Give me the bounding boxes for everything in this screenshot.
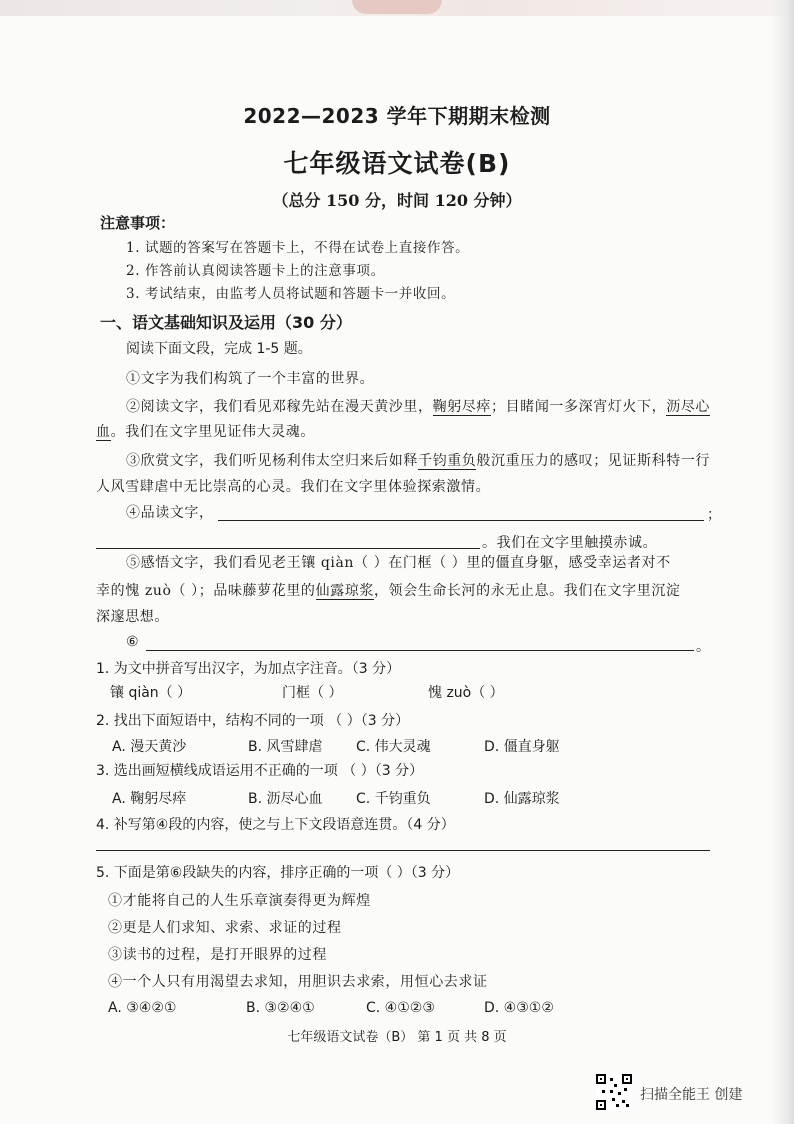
question-2-option-d: D. 僵直身躯: [484, 739, 560, 755]
passage-paragraph-1: ①文字为我们构筑了一个丰富的世界。: [126, 371, 375, 387]
passage-punct: 。: [696, 639, 711, 655]
question-3-option-d: D. 仙露琼浆: [484, 791, 560, 807]
question-2-option-a: A. 漫天黄沙: [112, 739, 187, 755]
question-3-option-a: A. 鞠躬尽瘁: [112, 791, 187, 807]
question-2-option-b: B. 风雪肆虐: [248, 739, 323, 755]
question-5-option-c: C. ④①②③: [366, 1000, 435, 1016]
passage-text: ②阅读文字，我们看见邓稼先站在漫天黄沙里，: [126, 399, 433, 415]
passage-paragraph-3-line-2: 人风雪肆虐中无比崇高的心灵。我们在文字里体验探索激情。: [96, 479, 491, 495]
page-stain: [352, 0, 442, 14]
passage-paragraph-6-label: ⑥: [126, 634, 140, 650]
qr-code-icon: [596, 1074, 632, 1110]
section-heading: 一、语文基础知识及运用（30 分）: [100, 313, 352, 332]
passage-paragraph-4-end: 。我们在文字里触摸赤诚。: [482, 535, 658, 551]
underlined-idiom-end: 血: [96, 424, 111, 440]
question-5-option-d: D. ④③①②: [484, 1000, 554, 1016]
answer-blank-line: [96, 548, 480, 549]
passage-text: ；目睹闻一多深宵灯火下，: [491, 399, 667, 415]
passage-paragraph-5-line-3: 深邃思想。: [96, 609, 169, 625]
question-2: 2. 找出下面短语中，结构不同的一项 （ ）（3 分）: [96, 713, 410, 729]
note-item: 1. 试题的答案写在答题卡上，不得在试卷上直接作答。: [126, 240, 470, 256]
exam-title: 2022—2023 学年下期期末检测: [243, 104, 551, 128]
paper-info: （总分 150 分，时间 120 分钟）: [272, 191, 522, 210]
answer-blank-line: [96, 850, 710, 851]
answer-blank-line: [218, 520, 704, 521]
passage-punct: ；: [707, 507, 722, 523]
question-3: 3. 选出画短横线成语运用不正确的一项 （ ）（3 分）: [96, 763, 424, 779]
underlined-idiom: 千钧重负: [418, 453, 477, 469]
note-item: 3. 考试结束，由监考人员将试题和答题卡一并收回。: [126, 286, 456, 302]
scanner-watermark: 扫描全能王 创建: [640, 1087, 743, 1103]
note-item: 2. 作答前认真阅读答题卡上的注意事项。: [126, 263, 385, 279]
question-1-blank: 愧 zuò（ ）: [428, 685, 504, 701]
notes-heading: 注意事项：: [100, 214, 176, 232]
passage-paragraph-4-start: ④品读文字，: [126, 505, 214, 521]
question-5-item: ④一个人只有用渴望去求知，用胆识去求索，用恒心去求证: [108, 974, 488, 990]
question-5-item: ②更是人们求知、求索、求证的过程: [108, 920, 342, 936]
question-3-option-c: C. 千钧重负: [356, 791, 431, 807]
question-1: 1. 为文中拼音写出汉字，为加点字注音。（3 分）: [96, 661, 401, 677]
passage-text: ，领会生命长河的永无止息。我们在文字里沉淀: [373, 583, 681, 599]
passage-paragraph-5-line-2: [96, 580, 681, 600]
underlined-idiom: 鞠躬尽瘁: [432, 399, 492, 415]
question-5-option-a: A. ③④②①: [108, 1000, 177, 1016]
passage-paragraph-2-line-2: [96, 421, 315, 441]
question-2-option-c: C. 伟大灵魂: [356, 739, 431, 755]
page-footer: 七年级语文试卷（B） 第 1 页 共 8 页: [287, 1030, 507, 1045]
passage-text: 幸的愧 zuò（ ）；品味藤萝花里的: [96, 583, 316, 599]
question-5-option-b: B. ③②④①: [246, 1000, 315, 1016]
question-4: 4. 补写第④段的内容，使之与上下文段语意连贯。（4 分）: [96, 817, 455, 833]
passage-paragraph-5-line-1: ⑤感悟文字，我们看见老王镶 qiàn（ ）在门框（ ）里的僵直身躯，感受幸运者对不: [126, 555, 671, 571]
passage-text: ③欣赏文字，我们听见杨利伟太空归来后如释: [126, 453, 418, 469]
question-1-blank: 镶 qiàn（ ）: [110, 685, 192, 701]
underlined-idiom: 仙露琼浆: [315, 583, 374, 599]
passage-text: 般沉重压力的感叹；见证斯科特一行: [476, 453, 711, 469]
answer-blank-line: [146, 650, 694, 651]
question-5-item: ③读书的过程，是打开眼界的过程: [108, 947, 327, 963]
passage-paragraph-3-line-1: [126, 450, 710, 470]
passage-paragraph-2-line-1: [126, 396, 710, 416]
passage-text: 。我们在文字里见证伟大灵魂。: [110, 424, 316, 440]
reading-instruction: 阅读下面文段，完成 1-5 题。: [126, 341, 312, 357]
question-3-option-b: B. 沥尽心血: [248, 791, 323, 807]
underlined-idiom: 沥尽心: [666, 399, 711, 415]
question-1-blank: 门框（ ）: [282, 685, 343, 701]
question-5: 5. 下面是第⑥段缺失的内容，排序正确的一项（ ）（3 分）: [96, 865, 460, 881]
paper-title: 七年级语文试卷(B): [283, 149, 511, 178]
question-5-item: ①才能将自己的人生乐章演奏得更为辉煌: [108, 893, 371, 909]
